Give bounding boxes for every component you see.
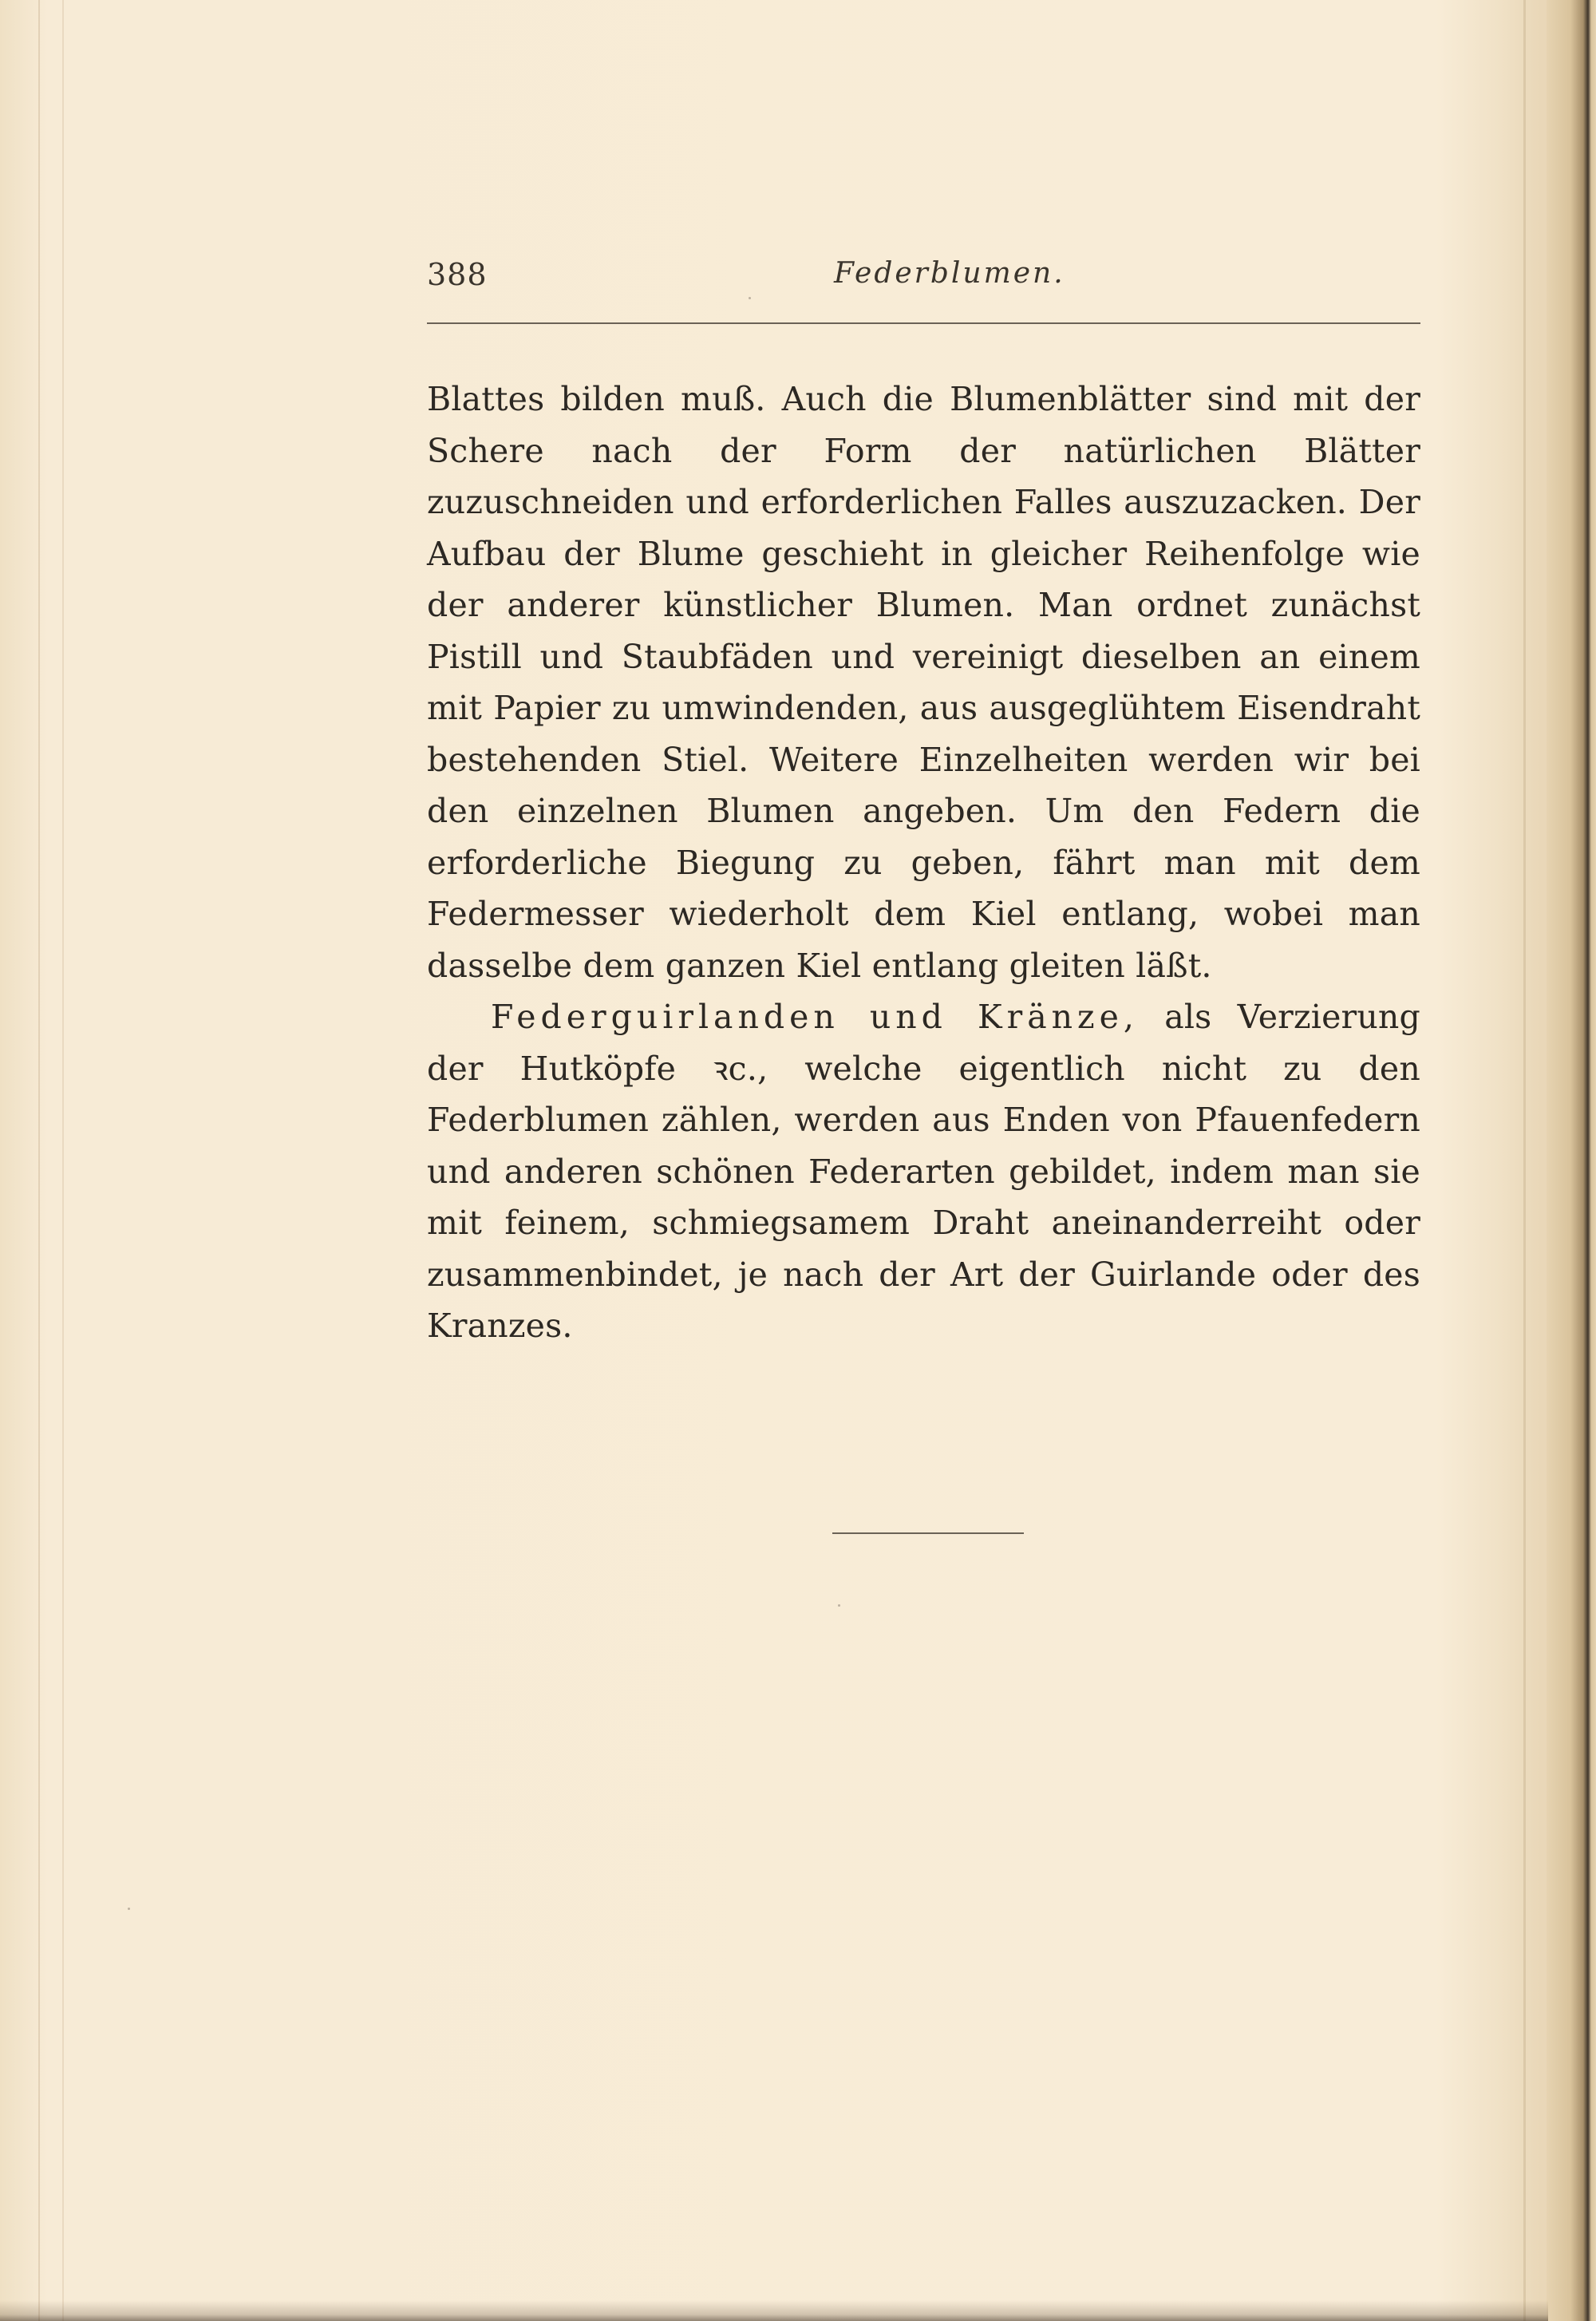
page-number: 388 (427, 257, 488, 292)
scan-speck (749, 297, 751, 299)
body-text (427, 374, 1420, 1352)
header-rule (427, 322, 1420, 324)
page-edge-line (62, 0, 64, 2321)
page-edge-line (1523, 0, 1526, 2321)
page-edge-line (38, 0, 40, 2321)
page-bottom-edge (0, 2300, 1548, 2321)
paragraph-text: als Verzierung der Hutköpfe ꝛc., welche eigentlich nicht zu den Federblumen zählen, werden aus Enden von Pfauenfedern und anderen schönen Federarten gebildet, indem man sie mit feinem, schmiegsamem Draht aneinanderreiht oder zusammenbindet, je nach der Art der Guirlande oder des Kranzes. (427, 998, 1420, 1345)
running-title: Federblumen. (834, 257, 1065, 290)
book-gutter-edge (1547, 0, 1596, 2321)
paragraph (427, 991, 1420, 1352)
paragraph: Blattes bilden muß. Auch die Blumenblätter sind mit der Schere nach der Form der natürlichen Blätter zuzuschneiden und erforderlichen Falles auszuzacken. Der Aufbau der Blume geschieht in gleicher Reihenfolge wie der anderer künstlicher Blumen. Man ordnet zunächst Pistill und Staubfäden und vereinigt dieselben an einem mit Papier zu umwindenden, aus ausgeglühtem Eisendraht bestehenden Stiel. Weitere Einzelheiten werden wir bei den einzelnen Blumen angeben. Um den Federn die erforderliche Biegung zu geben, fährt man mit dem Federmesser wiederholt dem Kiel entlang, wobei man dasselbe dem ganzen Kiel entlang gleiten läßt. (427, 380, 1420, 985)
page-header (427, 257, 1420, 305)
emphasized-term: Federguirlanden und Kränze, (491, 998, 1139, 1036)
scan-speck (838, 1604, 840, 1607)
section-end-rule (832, 1532, 1024, 1534)
scan-speck (128, 1908, 130, 1910)
